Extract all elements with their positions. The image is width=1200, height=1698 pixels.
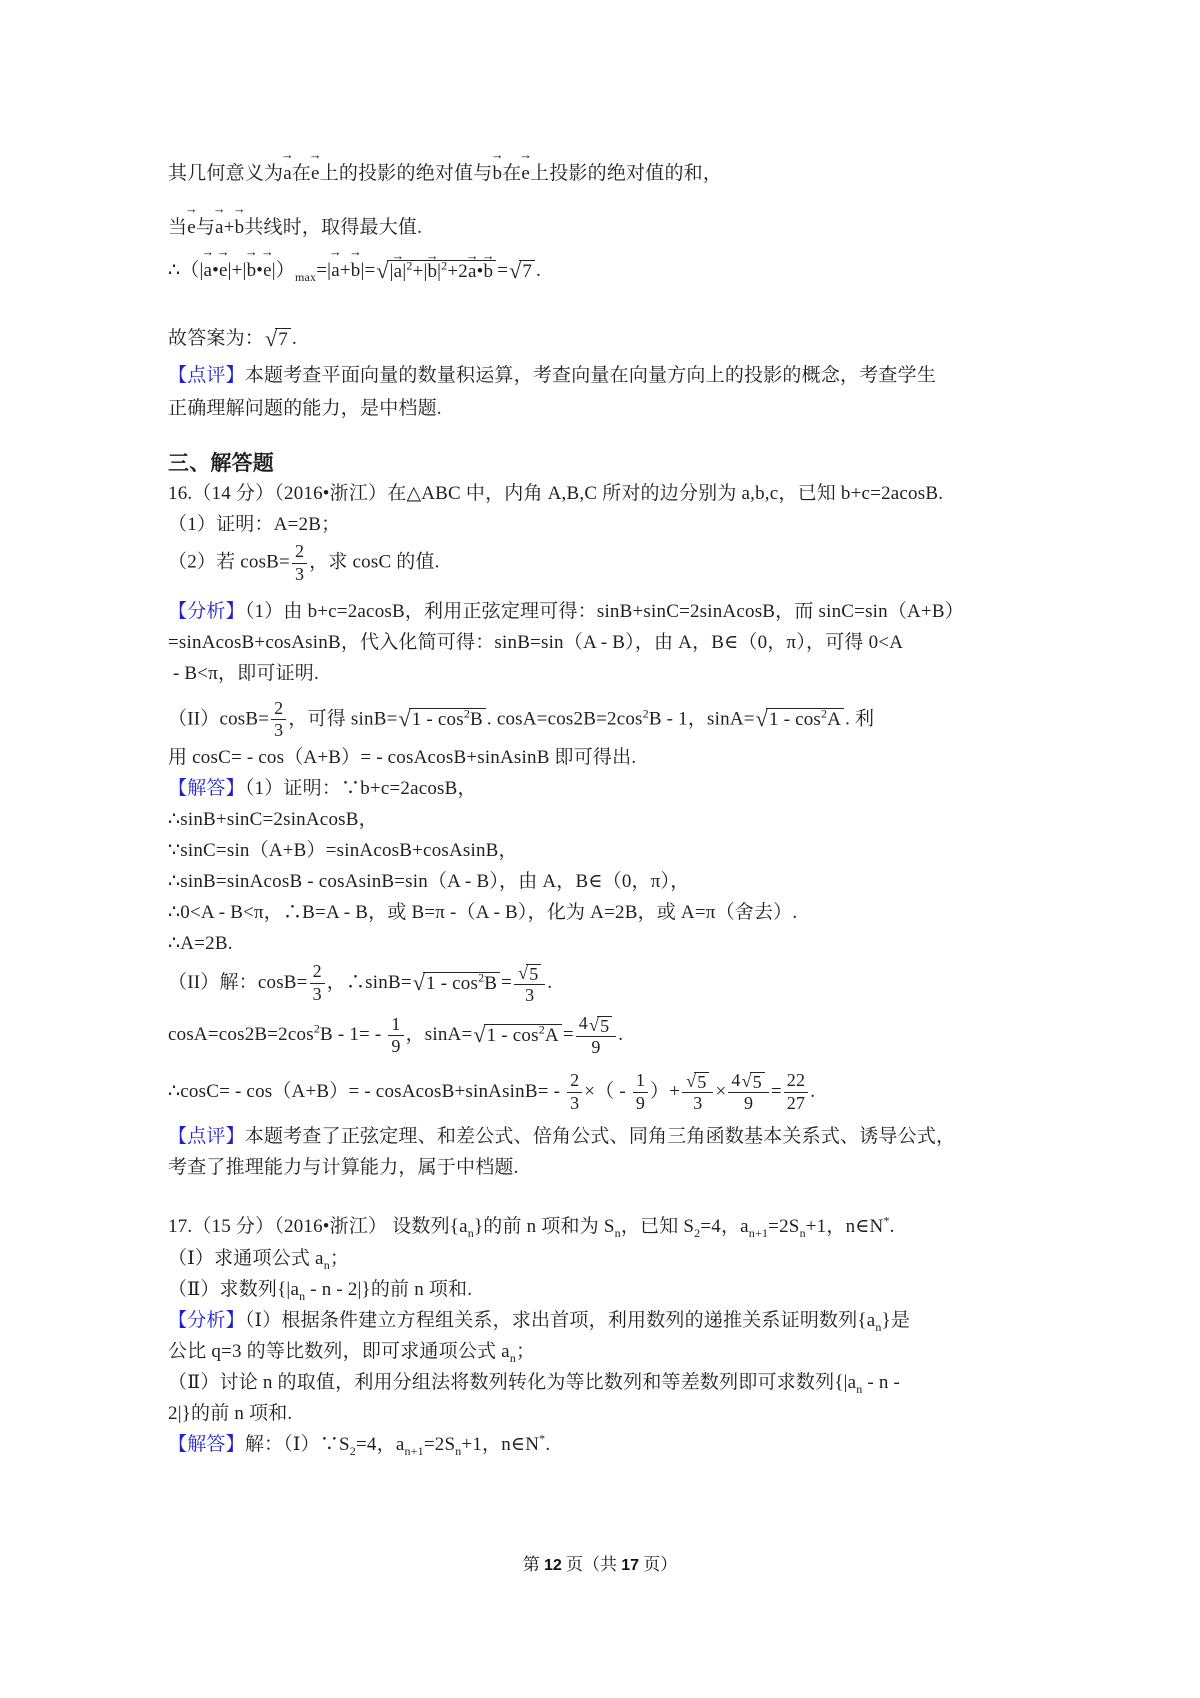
- fraction: [271, 699, 286, 742]
- vector-letter: b: [246, 260, 257, 281]
- solution-17-line-1: 【解答】解：$(Ⅰ)\because S_2=4$，$a_{n+1}=2S_n+1$，n∈N*.: [168, 1431, 551, 1458]
- fraction-numerator: [682, 1071, 713, 1093]
- radicand: 5: [750, 1072, 765, 1091]
- vector-letter: a: [203, 260, 213, 281]
- answer-line: 故答案为： √ 7 .: [168, 326, 297, 352]
- analysis-17-line-3: （Ⅱ）讨论 n 的取值，利用分组法将数列转化为等比数列和等差数列即可求数列{$|a_n$ - n -: [168, 1371, 906, 1396]
- square-root: [376, 248, 496, 284]
- subscript: n: [614, 1225, 621, 1240]
- vector: [391, 248, 405, 283]
- section-label: 【分析】: [168, 1309, 245, 1331]
- solution-16-line-1: 【解答】（1）证明：∵b+c=2acosB，: [168, 778, 477, 800]
- fraction-denominator: 9: [635, 1092, 646, 1113]
- radicand: 5: [694, 1072, 709, 1091]
- vector-letter: b: [234, 217, 245, 238]
- square-root: [413, 972, 500, 995]
- fraction-numerator: 2: [310, 962, 325, 984]
- analysis-16-line-4: （II）cosB= $\frac{2}{3}$ ，可得 sinB= √ $1 - \cos^2B$ . $\cos A=\cos 2B=2\cos^2B - 1$，sinA= √ $1 - \cos^2A$ . 利: [168, 697, 875, 741]
- vector-letter: e: [187, 217, 196, 238]
- section-label: 【解答】: [168, 778, 245, 800]
- vector-arrow-icon: →: [425, 248, 439, 264]
- section-label: 【分析】: [168, 600, 245, 622]
- radicand: | → $a|^2+|$ → $b|^2+2$ → a• → b: [387, 260, 497, 283]
- subscript: n+1: [748, 1225, 769, 1240]
- vector: [465, 248, 479, 283]
- vector-letter: a: [393, 261, 403, 283]
- fraction-numerator: 4 √ 5: [576, 1014, 617, 1036]
- vector-letter: b: [483, 261, 494, 283]
- fraction: [576, 1014, 617, 1057]
- vector-arrow-icon: →: [391, 248, 405, 264]
- vector: [280, 147, 295, 188]
- subscript: max: [295, 269, 317, 284]
- solution-16-line-2: ∴sinB+sinC=2sinAcosB，: [168, 809, 378, 831]
- bold-text: 12: [543, 1557, 562, 1574]
- vector-arrow-icon: →: [244, 244, 259, 259]
- fraction-denominator: 9: [391, 1036, 401, 1057]
- radicand: 5: [597, 1016, 612, 1035]
- square-root: [265, 328, 291, 351]
- vector-arrow-icon: →: [481, 248, 495, 264]
- vector: [425, 248, 439, 283]
- comment-16-line-1: 【点评】本题考查了正弦定理、和差公式、倍角公式、同角三角函数基本关系式、诱导公式，: [168, 1125, 956, 1147]
- radical-sign-icon: √: [509, 258, 522, 284]
- fraction: [784, 1071, 808, 1114]
- subscript: n: [509, 1350, 517, 1365]
- fraction: [310, 962, 325, 1005]
- vector-letter: a: [331, 260, 340, 281]
- superscript: 2: [441, 258, 448, 273]
- vector-arrow-icon: →: [201, 244, 215, 259]
- subscript: n: [467, 1225, 474, 1240]
- analysis-16-line-2: =sinAcosB+cosAsinB，代入化简可得：sinB=sin（A - B），由 A，B∈（0，π），可得 0<A: [168, 631, 904, 653]
- section-label: 【点评】: [168, 1125, 245, 1147]
- max-value-formula-line: ∴（| → a• → e|+| → b• → $e|)_{max}=|$ → a+ → b|= √ | → $a|^2+|$ → $b|^2+2$ → a• → b = √ 7 .: [168, 244, 542, 284]
- radicand: 5: [526, 964, 541, 983]
- question-16-part1: （1）证明：A=2B；: [168, 514, 341, 535]
- superscript: *: [883, 1213, 890, 1228]
- fraction-denominator: 3: [294, 563, 305, 584]
- solution-16-line-6: ∴A=2B.: [168, 933, 233, 955]
- superscript: 2: [642, 705, 649, 720]
- radicand: $1 - \cos^2B$: [409, 708, 486, 731]
- square-root: [756, 708, 844, 731]
- radical-sign-icon: √: [412, 970, 426, 996]
- radical-sign-icon: √: [518, 962, 529, 983]
- radicand: $1 - \cos^2A$: [484, 1024, 562, 1047]
- fraction-denominator: 9: [591, 1036, 601, 1057]
- vector: [308, 147, 322, 188]
- superscript: 2: [821, 707, 828, 722]
- subscript: n: [875, 1319, 882, 1334]
- square-root: [399, 708, 486, 731]
- fraction-numerator: 4 √ 5: [728, 1071, 769, 1093]
- vector: [490, 147, 504, 188]
- square-root: [518, 964, 541, 983]
- fraction: [292, 542, 307, 585]
- vector: [260, 244, 275, 285]
- vector-letter: a: [468, 261, 477, 283]
- vector-arrow-icon: →: [348, 244, 363, 259]
- vector: [216, 244, 230, 285]
- question-16-stem: 16.（14 分）（2016•浙江）在△ABC 中，内角 A,B,C 所对的边分别为 a,b,c，已知 b+c=2acosB.: [168, 483, 944, 504]
- fraction: [514, 962, 545, 1005]
- vector-arrow-icon: →: [465, 248, 479, 264]
- vector-arrow-icon: →: [328, 244, 343, 259]
- radical-sign-icon: √: [398, 706, 411, 732]
- page-footer: 第 12 页（共 17 页）: [522, 1555, 678, 1574]
- vector-arrow-icon: →: [519, 147, 533, 162]
- fraction-numerator: 1: [633, 1071, 648, 1093]
- square-root: [509, 260, 535, 283]
- square-root: [473, 1024, 561, 1047]
- vector: [212, 201, 226, 242]
- comment-16-line-2: 考查了推理能力与计算能力，属于中档题.: [168, 1156, 519, 1178]
- superscript: 2: [463, 707, 471, 722]
- vector-letter: a: [215, 217, 224, 238]
- fraction-denominator: 3: [693, 1092, 703, 1113]
- comment-line-2: 正确理解问题的能力，是中档题.: [168, 398, 442, 419]
- radical-sign-icon: √: [741, 1070, 752, 1091]
- analysis-16-line-1: 【分析】（1）由 b+c=2acosB，利用正弦定理可得：sinB+sinC=2sinAcosB，而 sinC=sin（A+B）: [168, 600, 964, 622]
- fraction-denominator: 3: [525, 984, 535, 1005]
- vector-arrow-icon: →: [260, 244, 275, 259]
- vector-arrow-icon: →: [212, 201, 226, 216]
- vector-arrow-icon: →: [216, 244, 230, 259]
- vector: [328, 244, 343, 285]
- fraction-numerator: 2: [271, 699, 286, 721]
- radical-sign-icon: √: [686, 1070, 697, 1091]
- fraction-numerator: 2: [567, 1071, 582, 1093]
- vector: [519, 147, 533, 188]
- subscript: n: [299, 1288, 306, 1303]
- question-17-stem: 17.（15 分）（2016•浙江） 设数列$\{a_n\}$的前 n 项和为 $S_n$，已知 $S_2=4$，$a_{n+1}=2S_n+1$，n∈N*.: [168, 1213, 895, 1240]
- fraction: [567, 1071, 582, 1114]
- superscript: 2: [313, 1021, 321, 1036]
- radicand: 7: [275, 328, 291, 351]
- vector-letter: b: [427, 261, 438, 283]
- vector-letter: e: [311, 163, 320, 184]
- subscript: n: [799, 1225, 806, 1240]
- vector-arrow-icon: →: [232, 201, 247, 216]
- section-heading: 三、解答题: [168, 451, 274, 475]
- fraction: [682, 1071, 713, 1114]
- vector: [348, 244, 363, 285]
- superscript: 2: [406, 258, 413, 273]
- solution-16-line-8: $\cos A=\cos 2B=2\cos^2B - 1=$ - $\frac{1}{9}$ ，sinA= √ $1 - \cos^2A$ = 4 √ 5 9 .: [168, 1013, 624, 1057]
- analysis-16-line-5: 用 cosC= - cos（A+B）= - cosAcosB+sinAsinB 即可得出.: [168, 747, 637, 769]
- analysis-17-line-2: 公比 q=3 的等比数列，即可求通项公式 $a_n$；: [168, 1340, 536, 1365]
- fraction-denominator: 3: [570, 1092, 580, 1113]
- question-17-part2: （Ⅱ）求数列{$|a_n$ - n - 2|}的前 n 项和.: [168, 1278, 473, 1303]
- fraction-denominator: 3: [274, 720, 284, 741]
- collinear-condition-line: 当 → e与 → a+ → b共线时，取得最大值.: [168, 202, 1048, 242]
- vector-arrow-icon: →: [184, 201, 199, 216]
- superscript: *: [539, 1431, 546, 1446]
- solution-16-line-4: ∴sinB=sinAcosB - cosAsinB=sin（A - B），由 A，B∈（0，π），: [168, 871, 690, 893]
- fraction-numerator: 2: [292, 542, 307, 564]
- radical-sign-icon: √: [265, 326, 278, 352]
- analysis-17-line-4: 2|}的前 n 项和.: [168, 1402, 293, 1424]
- fraction-denominator: 3: [312, 984, 322, 1005]
- vector: [481, 248, 495, 283]
- vector-letter: e: [521, 163, 531, 184]
- subscript: n: [455, 1443, 462, 1458]
- fraction: [728, 1071, 769, 1114]
- section-label: 【解答】: [168, 1433, 245, 1455]
- vector-letter: a: [283, 163, 292, 184]
- question-16-part2: （2）若 cosB= $\frac{2}{3}$ ，求 cosC 的值.: [168, 541, 440, 584]
- comment-line-1: 【点评】本题考查平面向量的数量积运算，考查向量在向量方向上的投影的概念，考查学生: [168, 365, 937, 386]
- analysis-17-line-1: 【分析】（Ⅰ）根据条件建立方程组关系，求出首项，利用数列的递推关系证明数列$\{a_n\}$是: [168, 1309, 911, 1334]
- fraction-denominator: 27: [786, 1092, 806, 1113]
- radical-sign-icon: √: [473, 1022, 486, 1048]
- fraction-denominator: 9: [744, 1092, 754, 1113]
- document-body: [168, 148, 1048, 1462]
- vector-letter: e: [219, 260, 228, 281]
- solution-16-line-3: ∵sinC=sin（A+B）=sinAcosB+cosAsinB，: [168, 840, 518, 862]
- fraction: [633, 1071, 648, 1114]
- radicand: $1 - \cos^2B$: [423, 972, 500, 995]
- vector: [201, 244, 215, 285]
- fraction-numerator: 22: [784, 1071, 808, 1093]
- vector-letter: e: [263, 260, 272, 281]
- vector: [184, 201, 199, 242]
- radical-sign-icon: √: [755, 706, 768, 732]
- vector-letter: b: [492, 163, 503, 184]
- solution-16-line-9: ∴cosC= - cos（A+B）= - cosAcosB+sinAsinB= - $\frac{2}{3}$ ×（ - $\frac{1}{9}$ ）+ √ 5 3 × 4 √ 5 9 = $\frac{22}{27}$ .: [168, 1069, 816, 1113]
- subscript: n: [323, 1257, 330, 1272]
- vector: [232, 201, 247, 242]
- bold-text: 17: [621, 1557, 640, 1574]
- question-17-part1: （Ⅰ）求通项公式 $a_n$；: [168, 1247, 350, 1272]
- subscript: 2: [349, 1443, 356, 1458]
- subscript: n: [856, 1381, 863, 1396]
- vector-arrow-icon: →: [490, 147, 504, 162]
- vector-arrow-icon: →: [308, 147, 322, 162]
- radical-sign-icon: √: [376, 258, 389, 284]
- radical-sign-icon: √: [588, 1014, 600, 1035]
- subscript: 2: [694, 1225, 701, 1240]
- superscript: 2: [478, 970, 485, 985]
- fraction-numerator: [514, 962, 545, 984]
- analysis-16-line-3: - B<π，即可证明.: [168, 662, 319, 684]
- section-label: 【点评】: [168, 365, 245, 386]
- superscript: 2: [538, 1023, 545, 1038]
- square-root: [742, 1072, 765, 1091]
- vector-letter: b: [350, 260, 361, 281]
- radicand: 7: [519, 260, 535, 283]
- subscript: n+1: [404, 1443, 424, 1458]
- solution-16-line-5: ∴0<A - B<π，∴B=A - B，或 B=π -（A - B），化为 A=2B，或 A=π（舍去）.: [168, 902, 798, 924]
- square-root: [686, 1072, 709, 1091]
- vector: [244, 244, 259, 285]
- vector-arrow-icon: →: [280, 147, 295, 162]
- square-root: [589, 1016, 612, 1035]
- solution-16-line-7: （II）解：cosB= $\frac{2}{3}$ ，∴sinB= √ $1 - \cos^2B$ = √ 5 3 .: [168, 961, 553, 1005]
- radicand: $1 - \cos^2A$: [766, 708, 844, 731]
- fraction: [388, 1015, 403, 1058]
- geometric-meaning-line: 其几何意义为 → a在 → e上的投影的绝对值与 → b在 → e上投影的绝对值的和，: [168, 148, 1048, 188]
- fraction-numerator: 1: [388, 1015, 403, 1037]
